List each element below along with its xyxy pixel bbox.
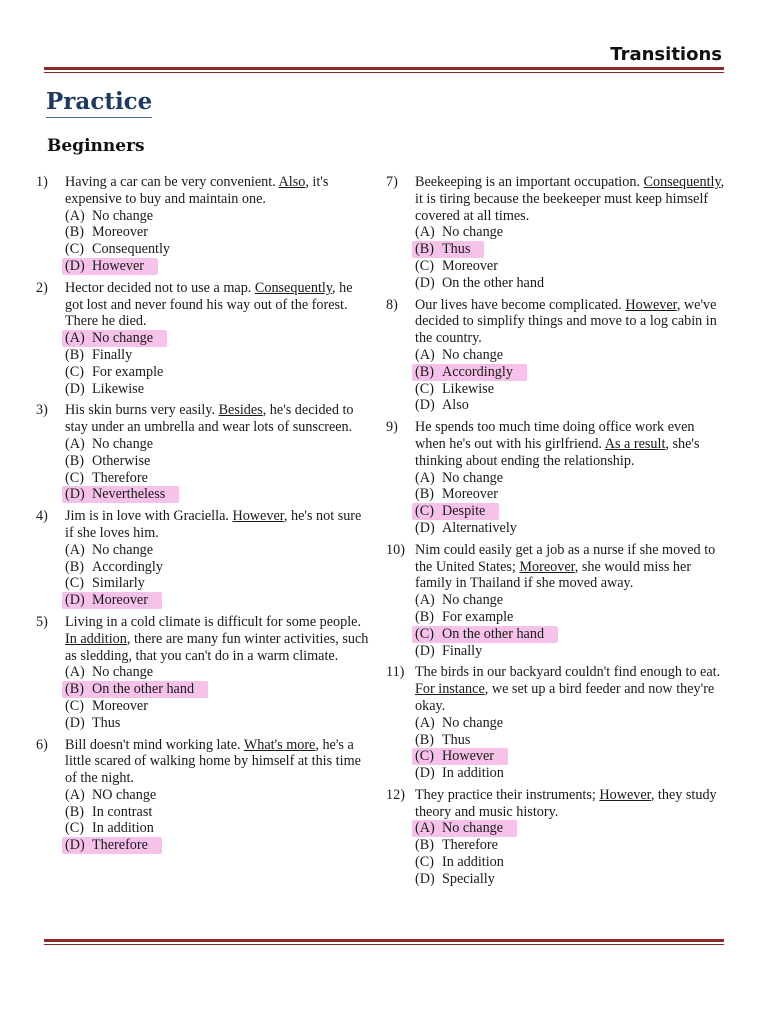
underlined-transition: However — [625, 296, 677, 313]
question-text — [415, 787, 726, 821]
question-text — [65, 614, 371, 664]
section-subtitle: Beginners — [47, 136, 145, 156]
question-text-before: Hector decided not to use a map. — [65, 279, 255, 296]
option-text: Moreover — [442, 486, 498, 503]
option-letter: (B) — [415, 486, 434, 503]
option-text: In contrast — [92, 803, 153, 820]
option-letter: (A) — [65, 786, 85, 803]
option-letter: (A) — [65, 664, 85, 681]
question-text-after: , it is tiring because the beekeeper must keep himself covered at all times. — [415, 174, 725, 224]
answer-option[interactable] — [415, 258, 726, 275]
option-letter: (B) — [415, 363, 434, 380]
option-text: Therefore — [92, 837, 148, 854]
option-text: Moreover — [442, 257, 498, 274]
option-letter: (B) — [65, 224, 84, 241]
answer-option-highlighted[interactable] — [62, 837, 162, 854]
answer-option[interactable] — [415, 765, 726, 782]
question-text — [65, 402, 371, 436]
header-title: Transitions — [610, 44, 722, 65]
option-text: Moreover — [92, 224, 148, 241]
answer-option[interactable] — [415, 397, 726, 414]
answer-option-highlighted[interactable] — [62, 681, 208, 698]
answer-option-highlighted[interactable] — [412, 748, 508, 765]
option-letter: (A) — [415, 469, 435, 486]
option-letter: (D) — [415, 642, 435, 659]
question-number: 1) — [36, 174, 48, 190]
option-letter: (C) — [415, 503, 434, 520]
question-text-before: Living in a cold climate is difficult for some people. — [65, 613, 362, 630]
question-item — [36, 614, 371, 732]
option-text: Accordingly — [442, 363, 513, 380]
option-text: Thus — [442, 241, 471, 258]
option-letter: (D) — [65, 714, 85, 731]
answer-option[interactable] — [65, 224, 371, 241]
answer-option[interactable] — [65, 347, 371, 364]
answer-option-highlighted[interactable] — [412, 241, 484, 258]
option-letter: (A) — [415, 224, 435, 241]
option-text: Despite — [442, 503, 486, 520]
option-text: Likewise — [442, 380, 495, 397]
question-text-before: Having a car can be very convenient. — [65, 174, 279, 190]
option-letter: (A) — [65, 541, 85, 558]
option-text: Therefore — [442, 837, 498, 854]
question-text-after: , it's expensive to buy and maintain one. — [65, 174, 329, 207]
option-letter: (D) — [65, 380, 85, 397]
option-letter: (C) — [415, 854, 434, 871]
option-text: No change — [92, 435, 154, 452]
option-letter: (B) — [415, 837, 434, 854]
question-item — [386, 664, 726, 782]
question-item — [386, 787, 726, 888]
question-item — [36, 508, 371, 609]
answer-option[interactable] — [415, 470, 726, 487]
option-letter: (D) — [415, 397, 435, 414]
question-text — [65, 508, 371, 542]
option-letter: (B) — [415, 731, 434, 748]
question-text — [415, 419, 726, 469]
question-item — [36, 174, 371, 275]
question-text — [65, 280, 371, 330]
answer-option[interactable] — [65, 381, 371, 398]
option-letter: (D) — [415, 870, 435, 887]
option-text: Consequently — [92, 241, 171, 258]
answer-option[interactable] — [65, 575, 371, 592]
question-item — [386, 297, 726, 415]
question-text — [415, 174, 726, 224]
option-text: On the other hand — [442, 625, 545, 642]
option-text: For example — [92, 363, 164, 380]
question-text-after: , there are many fun winter activities, such as sledding, that you can't do in a warm climate. — [65, 630, 369, 664]
answer-option[interactable] — [415, 609, 726, 626]
answer-option-highlighted[interactable] — [62, 486, 179, 503]
question-text — [65, 737, 371, 787]
option-letter: (C) — [65, 820, 84, 837]
answer-option[interactable] — [65, 664, 371, 681]
question-number: 9) — [386, 419, 398, 436]
option-text: No change — [92, 664, 154, 681]
answer-option[interactable] — [65, 436, 371, 453]
option-letter: (A) — [415, 820, 435, 837]
option-text: No change — [442, 469, 504, 486]
question-number: 4) — [36, 508, 48, 525]
option-text: Thus — [442, 731, 471, 748]
option-letter: (A) — [65, 435, 85, 452]
option-letter: (B) — [415, 608, 434, 625]
answer-option[interactable] — [415, 275, 726, 292]
option-text: For example — [442, 608, 514, 625]
option-letter: (A) — [415, 346, 435, 363]
option-letter: (A) — [65, 330, 85, 347]
question-text-after: , he's decided to stay under an umbrella and wear lots of sunscreen. — [65, 402, 354, 436]
option-text: In addition — [442, 765, 504, 782]
question-text-after: , we set up a bird feeder and now they're okay. — [415, 681, 715, 714]
option-letter: (D) — [65, 257, 85, 274]
option-letter: (B) — [65, 681, 84, 698]
underlined-transition: However — [599, 786, 651, 803]
option-text: No change — [442, 592, 504, 609]
option-text: No change — [92, 207, 154, 224]
answer-option[interactable] — [65, 559, 371, 576]
option-text: Thus — [92, 714, 121, 731]
option-text: No change — [442, 820, 504, 837]
option-letter: (A) — [415, 714, 435, 731]
question-number: 10) — [386, 541, 405, 558]
option-text: No change — [92, 330, 154, 347]
option-text: No change — [442, 346, 504, 363]
underlined-transition: Moreover — [519, 558, 575, 575]
answer-option-highlighted[interactable] — [412, 503, 499, 520]
option-letter: (C) — [415, 257, 434, 274]
option-text: Specially — [442, 870, 495, 887]
option-text: Also — [442, 397, 469, 414]
question-text-before: They practice their instruments; — [415, 786, 600, 803]
option-text: Alternatively — [442, 519, 517, 536]
answer-option[interactable] — [415, 347, 726, 364]
question-item — [386, 542, 726, 660]
answer-option[interactable] — [65, 804, 371, 821]
option-text: Moreover — [92, 697, 148, 714]
option-letter: (C) — [415, 625, 434, 642]
option-letter: (C) — [65, 697, 84, 714]
option-letter: (D) — [65, 486, 85, 503]
right-question-column — [386, 174, 726, 893]
option-text: On the other hand — [442, 274, 545, 291]
option-letter: (C) — [65, 575, 84, 592]
option-text: Finally — [442, 642, 483, 659]
bottom-divider — [44, 939, 724, 945]
question-text-after: , we've decided to simplify things and move to a log cabin in the country. — [415, 296, 717, 347]
answer-option[interactable] — [415, 643, 726, 660]
option-letter: (C) — [415, 748, 434, 765]
option-text: In addition — [92, 820, 154, 837]
option-text: Therefore — [92, 469, 148, 486]
question-number: 5) — [36, 613, 48, 630]
answer-option[interactable] — [415, 381, 726, 398]
question-item — [36, 737, 371, 855]
option-text: No change — [442, 714, 504, 731]
answer-option[interactable] — [65, 787, 371, 804]
answer-option[interactable] — [415, 732, 726, 749]
option-letter: (C) — [65, 241, 84, 258]
answer-option[interactable] — [65, 542, 371, 559]
top-divider — [44, 67, 724, 73]
question-text-after: , he got lost and never found his way out of the forest. There he died. — [65, 279, 353, 330]
question-text-before: He spends too much time doing office work even when he's out with his girlfriend. — [415, 419, 695, 452]
option-text: However — [92, 257, 144, 274]
option-text: NO change — [92, 786, 157, 803]
question-text-after: , they study theory and music history. — [415, 786, 717, 820]
question-text-before: Jim is in love with Graciella. — [65, 508, 233, 525]
option-letter: (C) — [65, 469, 84, 486]
option-letter: (B) — [65, 558, 84, 575]
option-letter: (D) — [65, 592, 85, 609]
answer-option[interactable] — [65, 364, 371, 381]
question-text — [415, 664, 726, 714]
underlined-transition: However — [232, 508, 284, 525]
answer-option[interactable] — [65, 208, 371, 225]
option-letter: (C) — [65, 363, 84, 380]
answer-option[interactable] — [65, 470, 371, 487]
question-text — [65, 174, 371, 208]
option-text: No change — [92, 541, 154, 558]
option-letter: (B) — [65, 803, 84, 820]
option-letter: (D) — [415, 274, 435, 291]
question-text-before: His skin burns very easily. — [65, 402, 219, 419]
option-text: Likewise — [92, 380, 145, 397]
option-text: On the other hand — [92, 681, 195, 698]
option-letter: (A) — [65, 207, 85, 224]
question-item — [386, 419, 726, 537]
question-text-before: Nim could easily get a job as a nurse if she moved to the United States; — [415, 541, 716, 575]
answer-option-highlighted[interactable] — [412, 626, 558, 643]
question-text-after: , she's thinking about ending the relationship. — [415, 435, 700, 469]
section-title: Practice — [46, 88, 152, 118]
answer-option[interactable] — [415, 837, 726, 854]
answer-option-highlighted[interactable] — [62, 258, 158, 275]
option-letter: (D) — [415, 519, 435, 536]
question-text-before: Bill doesn't mind working late. — [65, 736, 244, 753]
answer-option[interactable] — [65, 715, 371, 732]
question-number: 11) — [386, 664, 405, 681]
option-letter: (A) — [415, 592, 435, 609]
option-letter: (D) — [65, 837, 85, 854]
question-number: 2) — [36, 279, 48, 296]
question-text-after: , he's not sure if she loves him. — [65, 508, 362, 541]
answer-option[interactable] — [415, 520, 726, 537]
question-number: 12) — [386, 786, 405, 803]
underlined-transition: What's more — [243, 736, 316, 753]
option-text: In addition — [442, 854, 504, 871]
question-number: 8) — [386, 296, 398, 313]
question-text-before: Beekeeping is an important occupation. — [415, 174, 644, 190]
answer-option-highlighted[interactable] — [62, 592, 162, 609]
option-text: Otherwise — [92, 452, 151, 469]
question-number: 7) — [386, 174, 398, 190]
answer-option[interactable] — [65, 820, 371, 837]
question-text-before: The birds in our backyard couldn't find enough to eat. — [415, 664, 721, 681]
underlined-transition: For instance — [415, 681, 485, 698]
answer-option-highlighted[interactable] — [62, 330, 167, 347]
question-text — [415, 297, 726, 347]
answer-option[interactable] — [415, 224, 726, 241]
answer-option-highlighted[interactable] — [412, 820, 517, 837]
option-text: Moreover — [92, 592, 148, 609]
question-number: 6) — [36, 736, 48, 753]
answer-option[interactable] — [415, 715, 726, 732]
underlined-transition: As a result — [604, 435, 666, 452]
option-letter: (B) — [65, 452, 84, 469]
option-letter: (B) — [65, 346, 84, 363]
question-text-after: , he's a little scared of walking home by himself at this time of the night. — [65, 736, 361, 787]
answer-option[interactable] — [415, 854, 726, 871]
option-letter: (C) — [415, 380, 434, 397]
option-letter: (B) — [415, 241, 434, 258]
left-question-column — [36, 174, 371, 859]
question-text — [415, 542, 726, 592]
question-number: 3) — [36, 402, 48, 419]
answer-option[interactable] — [65, 241, 371, 258]
option-text: However — [442, 748, 494, 765]
question-item — [36, 280, 371, 398]
question-item — [36, 402, 371, 503]
option-letter: (D) — [415, 765, 435, 782]
underlined-transition: Also — [278, 174, 306, 190]
answer-option[interactable] — [415, 486, 726, 503]
option-text: No change — [442, 224, 504, 241]
answer-option[interactable] — [415, 871, 726, 888]
answer-option[interactable] — [65, 698, 371, 715]
question-text-after: , she would miss her family in Thailand if she moved away. — [415, 558, 692, 592]
underlined-transition: In addition — [65, 630, 127, 647]
underlined-transition: Besides — [218, 402, 263, 419]
option-text: Nevertheless — [92, 486, 166, 503]
underlined-transition: Consequently — [643, 174, 721, 190]
question-item — [386, 174, 726, 292]
option-text: Accordingly — [92, 558, 163, 575]
underlined-transition: Consequently — [254, 279, 332, 296]
option-text: Finally — [92, 346, 133, 363]
answer-option[interactable] — [65, 453, 371, 470]
answer-option[interactable] — [415, 592, 726, 609]
answer-option-highlighted[interactable] — [412, 364, 527, 381]
question-text-before: Our lives have become complicated. — [415, 296, 626, 313]
option-text: Similarly — [92, 575, 145, 592]
